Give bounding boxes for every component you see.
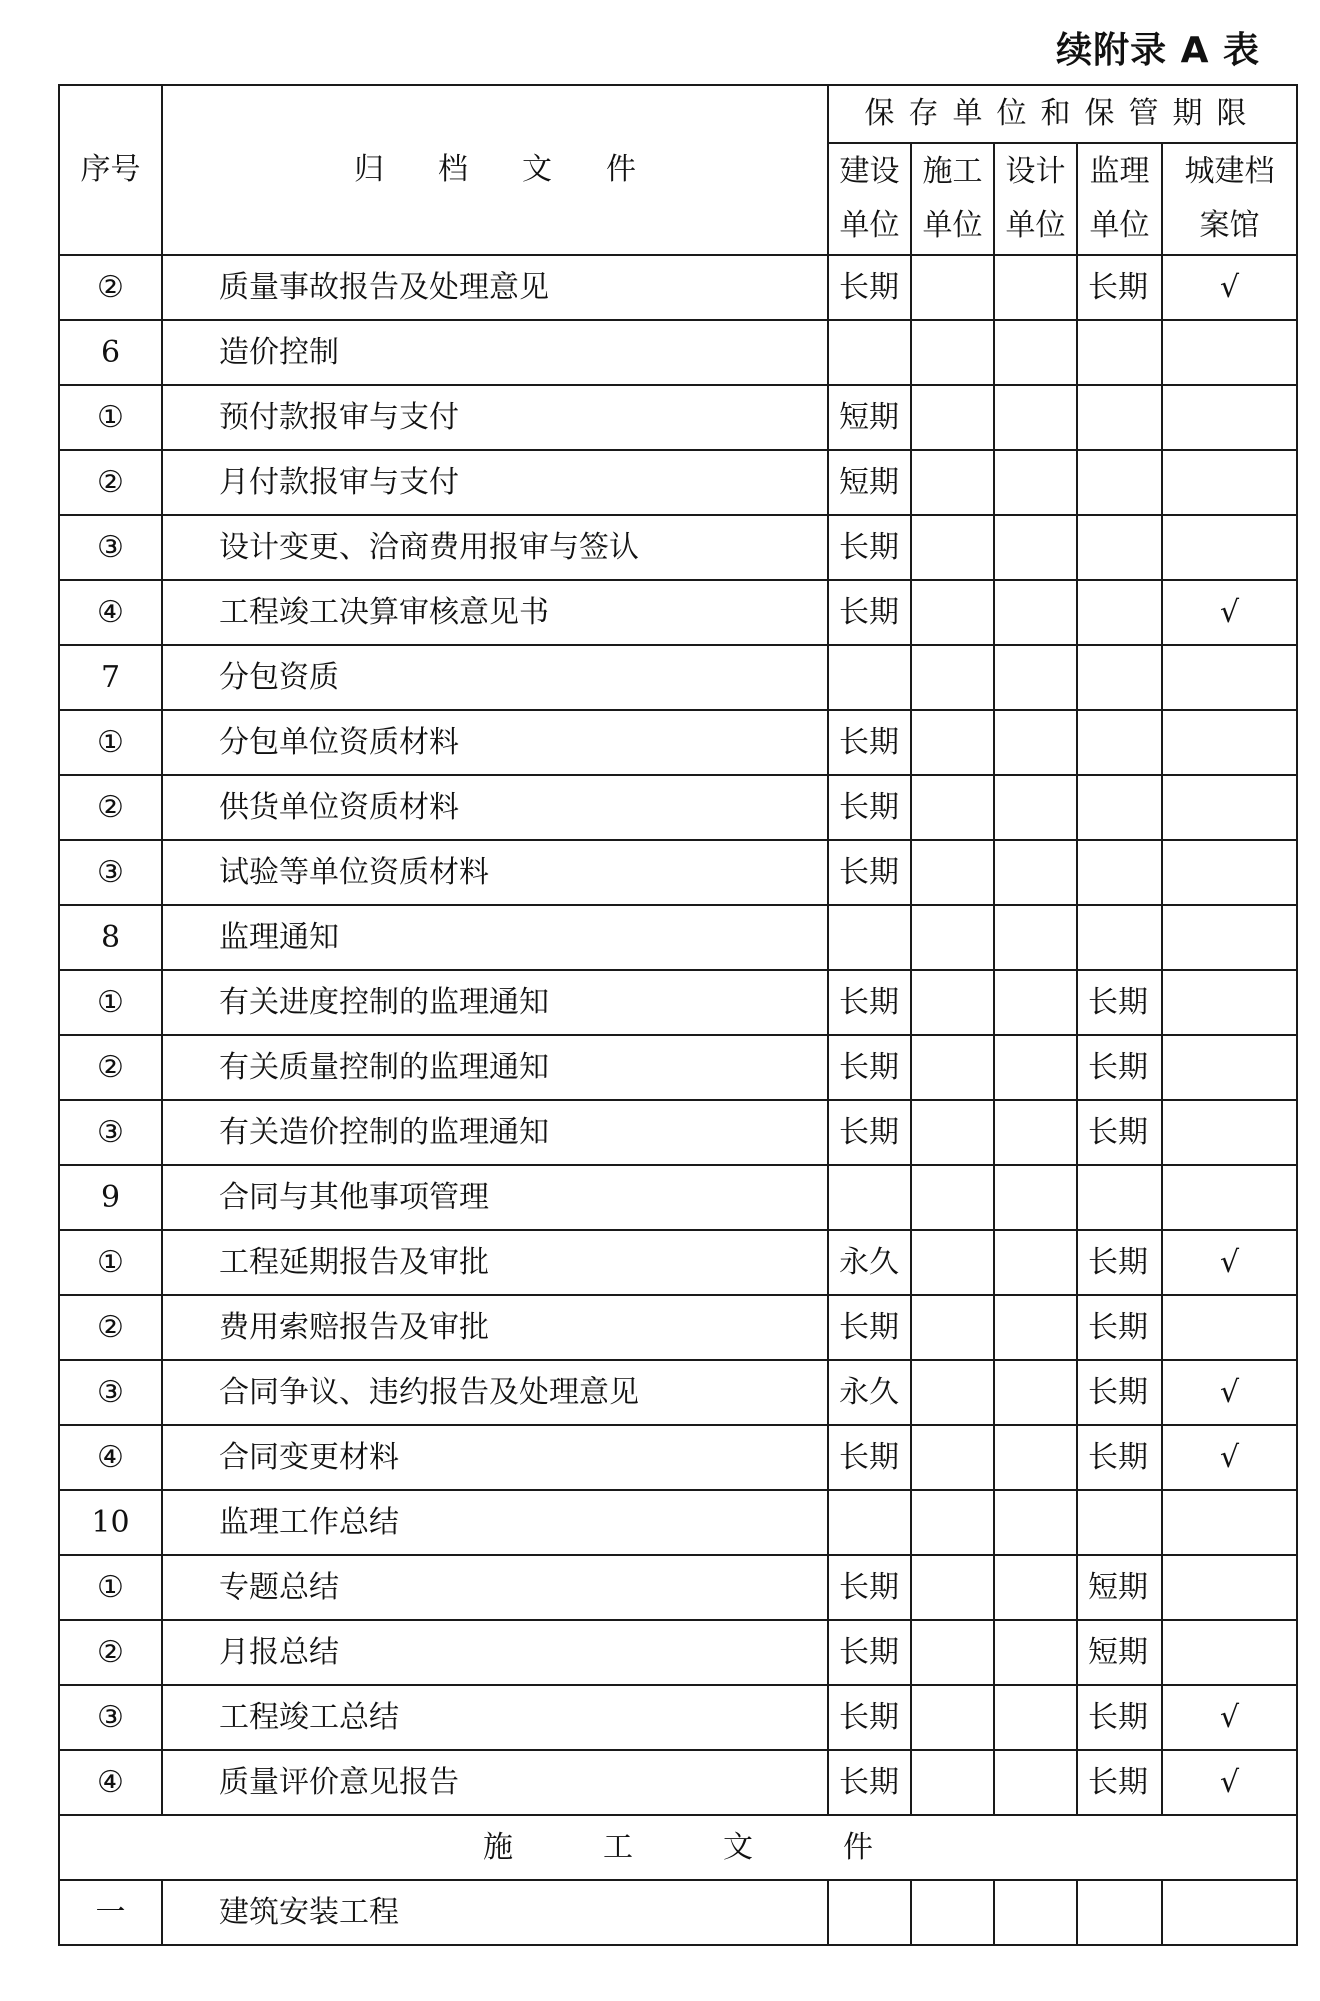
table-caption: 续附录 A 表 [1056, 30, 1260, 71]
table-row [59, 905, 1297, 970]
row-supervise-unit [1077, 450, 1162, 515]
row-city-archive [1162, 1165, 1297, 1230]
row-design-unit [994, 645, 1077, 710]
row-city-archive: √ [1162, 1750, 1297, 1815]
row-construct-unit [911, 1100, 994, 1165]
row-build-unit: 长期 [828, 515, 911, 580]
row-build-unit: 长期 [828, 970, 911, 1035]
row-design-unit [994, 1880, 1077, 1945]
row-construct-unit [911, 385, 994, 450]
row-construct-unit [911, 710, 994, 775]
row-build-unit: 长期 [828, 1295, 911, 1360]
row-supervise-unit: 长期 [1077, 1425, 1162, 1490]
table-row [59, 775, 1297, 840]
row-construct-unit [911, 1360, 994, 1425]
row-item: 合同争议、违约报告及处理意见 [162, 1360, 828, 1425]
row-item: 预付款报审与支付 [162, 385, 828, 450]
row-build-unit [828, 905, 911, 970]
row-city-archive [1162, 385, 1297, 450]
row-construct-unit [911, 775, 994, 840]
row-seq: 6 [59, 320, 162, 385]
row-supervise-unit [1077, 1880, 1162, 1945]
header-unit-design: 设计 单位 [994, 143, 1077, 255]
row-design-unit [994, 515, 1077, 580]
row-build-unit: 长期 [828, 1100, 911, 1165]
row-city-archive [1162, 450, 1297, 515]
row-city-archive: √ [1162, 1425, 1297, 1490]
row-build-unit: 永久 [828, 1360, 911, 1425]
table-row [59, 1165, 1297, 1230]
row-construct-unit [911, 1035, 994, 1100]
row-construct-unit [911, 840, 994, 905]
section-row [59, 1815, 1297, 1880]
row-design-unit [994, 1555, 1077, 1620]
table-row [59, 1425, 1297, 1490]
row-supervise-unit [1077, 840, 1162, 905]
row-construct-unit [911, 1555, 994, 1620]
row-item: 有关进度控制的监理通知 [162, 970, 828, 1035]
row-design-unit [994, 1620, 1077, 1685]
header-unit-construct: 施工 单位 [911, 143, 994, 255]
table-row [59, 1750, 1297, 1815]
table-row [59, 1880, 1297, 1945]
row-item: 分包单位资质材料 [162, 710, 828, 775]
row-seq: 7 [59, 645, 162, 710]
row-seq: ① [59, 385, 162, 450]
row-item: 专题总结 [162, 1555, 828, 1620]
row-item: 合同变更材料 [162, 1425, 828, 1490]
row-build-unit: 长期 [828, 580, 911, 645]
row-supervise-unit: 短期 [1077, 1555, 1162, 1620]
row-supervise-unit [1077, 710, 1162, 775]
row-city-archive: √ [1162, 1360, 1297, 1425]
row-city-archive [1162, 1880, 1297, 1945]
table-row [59, 1230, 1297, 1295]
row-supervise-unit: 长期 [1077, 1750, 1162, 1815]
row-design-unit [994, 1490, 1077, 1555]
row-seq: ① [59, 1230, 162, 1295]
header-doc: 归档文件 [162, 85, 828, 255]
header-row-top [59, 85, 1297, 143]
row-item: 监理工作总结 [162, 1490, 828, 1555]
table-row [59, 385, 1297, 450]
row-city-archive [1162, 1555, 1297, 1620]
row-build-unit: 永久 [828, 1230, 911, 1295]
row-seq: 9 [59, 1165, 162, 1230]
row-build-unit: 长期 [828, 1035, 911, 1100]
header-seq: 序号 [59, 85, 162, 255]
row-seq: ① [59, 970, 162, 1035]
row-city-archive [1162, 1620, 1297, 1685]
row-construct-unit [911, 1620, 994, 1685]
table-row [59, 1295, 1297, 1360]
row-construct-unit [911, 1880, 994, 1945]
row-seq: ④ [59, 1750, 162, 1815]
row-supervise-unit [1077, 385, 1162, 450]
row-design-unit [994, 970, 1077, 1035]
row-construct-unit [911, 970, 994, 1035]
table-row [59, 1360, 1297, 1425]
row-item: 试验等单位资质材料 [162, 840, 828, 905]
row-design-unit [994, 320, 1077, 385]
row-design-unit [994, 580, 1077, 645]
row-seq: ③ [59, 1685, 162, 1750]
row-item: 工程竣工总结 [162, 1685, 828, 1750]
header-unit-archive: 城建档 案馆 [1162, 143, 1297, 255]
table-row [59, 1100, 1297, 1165]
row-city-archive [1162, 645, 1297, 710]
row-supervise-unit [1077, 1490, 1162, 1555]
row-supervise-unit: 长期 [1077, 255, 1162, 320]
row-seq: ③ [59, 515, 162, 580]
table-row [59, 1685, 1297, 1750]
section-title: 施工文件 [59, 1815, 1297, 1880]
row-supervise-unit: 长期 [1077, 1035, 1162, 1100]
row-seq: ③ [59, 1360, 162, 1425]
row-item: 有关质量控制的监理通知 [162, 1035, 828, 1100]
row-design-unit [994, 1425, 1077, 1490]
row-supervise-unit [1077, 905, 1162, 970]
row-design-unit [994, 1750, 1077, 1815]
row-construct-unit [911, 1295, 994, 1360]
row-city-archive [1162, 1295, 1297, 1360]
row-item: 造价控制 [162, 320, 828, 385]
row-seq: ① [59, 1555, 162, 1620]
row-construct-unit [911, 1685, 994, 1750]
row-build-unit [828, 645, 911, 710]
row-build-unit: 长期 [828, 255, 911, 320]
row-design-unit [994, 905, 1077, 970]
row-city-archive [1162, 320, 1297, 385]
table-row [59, 1035, 1297, 1100]
row-seq: ① [59, 710, 162, 775]
header-unit-build: 建设 单位 [828, 143, 911, 255]
row-design-unit [994, 1230, 1077, 1295]
row-item: 工程竣工决算审核意见书 [162, 580, 828, 645]
row-supervise-unit [1077, 320, 1162, 385]
row-city-archive [1162, 710, 1297, 775]
table-row [59, 1620, 1297, 1685]
row-supervise-unit: 长期 [1077, 1685, 1162, 1750]
row-city-archive: √ [1162, 1230, 1297, 1295]
row-design-unit [994, 840, 1077, 905]
row-build-unit: 长期 [828, 1425, 911, 1490]
row-construct-unit [911, 1750, 994, 1815]
row-seq: ② [59, 1295, 162, 1360]
row-seq: ② [59, 255, 162, 320]
row-construct-unit [911, 450, 994, 515]
row-seq: 8 [59, 905, 162, 970]
row-build-unit [828, 1165, 911, 1230]
row-item: 有关造价控制的监理通知 [162, 1100, 828, 1165]
row-seq: 一 [59, 1880, 162, 1945]
row-supervise-unit [1077, 1165, 1162, 1230]
row-supervise-unit [1077, 515, 1162, 580]
row-city-archive [1162, 1100, 1297, 1165]
row-item: 监理通知 [162, 905, 828, 970]
row-supervise-unit: 长期 [1077, 970, 1162, 1035]
row-build-unit: 长期 [828, 1685, 911, 1750]
row-seq: ② [59, 1035, 162, 1100]
row-build-unit: 短期 [828, 385, 911, 450]
row-build-unit: 长期 [828, 1750, 911, 1815]
row-build-unit: 长期 [828, 840, 911, 905]
table-row [59, 1490, 1297, 1555]
row-construct-unit [911, 515, 994, 580]
row-seq: ④ [59, 580, 162, 645]
row-construct-unit [911, 645, 994, 710]
row-seq: 10 [59, 1490, 162, 1555]
row-construct-unit [911, 1425, 994, 1490]
row-build-unit: 长期 [828, 1620, 911, 1685]
row-item: 设计变更、洽商费用报审与签认 [162, 515, 828, 580]
row-build-unit [828, 1490, 911, 1555]
row-item: 供货单位资质材料 [162, 775, 828, 840]
row-build-unit: 长期 [828, 1555, 911, 1620]
table-body [59, 255, 1297, 1945]
row-construct-unit [911, 905, 994, 970]
row-construct-unit [911, 320, 994, 385]
row-design-unit [994, 1035, 1077, 1100]
row-city-archive: √ [1162, 255, 1297, 320]
row-supervise-unit [1077, 775, 1162, 840]
row-construct-unit [911, 1230, 994, 1295]
row-item: 分包资质 [162, 645, 828, 710]
row-build-unit: 长期 [828, 775, 911, 840]
header-unit-supervise: 监理 单位 [1077, 143, 1162, 255]
table-row [59, 710, 1297, 775]
row-item: 质量评价意见报告 [162, 1750, 828, 1815]
row-city-archive: √ [1162, 1685, 1297, 1750]
row-build-unit [828, 320, 911, 385]
table-row [59, 1555, 1297, 1620]
row-design-unit [994, 450, 1077, 515]
row-design-unit [994, 1165, 1077, 1230]
row-city-archive [1162, 1035, 1297, 1100]
row-seq: ② [59, 1620, 162, 1685]
row-design-unit [994, 1685, 1077, 1750]
table-row [59, 515, 1297, 580]
row-city-archive [1162, 1490, 1297, 1555]
row-build-unit: 长期 [828, 710, 911, 775]
row-city-archive [1162, 775, 1297, 840]
row-construct-unit [911, 1490, 994, 1555]
row-design-unit [994, 775, 1077, 840]
row-item: 合同与其他事项管理 [162, 1165, 828, 1230]
table-row [59, 255, 1297, 320]
header-group: 保存单位和保管期限 [828, 85, 1297, 143]
row-build-unit: 短期 [828, 450, 911, 515]
row-build-unit [828, 1880, 911, 1945]
row-city-archive [1162, 840, 1297, 905]
row-design-unit [994, 1295, 1077, 1360]
row-design-unit [994, 385, 1077, 450]
row-item: 月报总结 [162, 1620, 828, 1685]
row-supervise-unit: 短期 [1077, 1620, 1162, 1685]
table-row [59, 320, 1297, 385]
table-row [59, 580, 1297, 645]
row-construct-unit [911, 255, 994, 320]
row-supervise-unit: 长期 [1077, 1100, 1162, 1165]
row-design-unit [994, 1100, 1077, 1165]
row-item: 费用索赔报告及审批 [162, 1295, 828, 1360]
row-seq: ② [59, 775, 162, 840]
table-row [59, 970, 1297, 1035]
row-supervise-unit: 长期 [1077, 1295, 1162, 1360]
table-row [59, 840, 1297, 905]
row-item: 月付款报审与支付 [162, 450, 828, 515]
row-seq: ③ [59, 840, 162, 905]
table-row [59, 450, 1297, 515]
row-supervise-unit: 长期 [1077, 1360, 1162, 1425]
row-item: 质量事故报告及处理意见 [162, 255, 828, 320]
row-seq: ② [59, 450, 162, 515]
row-supervise-unit [1077, 580, 1162, 645]
table-row [59, 645, 1297, 710]
row-design-unit [994, 710, 1077, 775]
row-supervise-unit [1077, 645, 1162, 710]
row-item: 建筑安装工程 [162, 1880, 828, 1945]
row-city-archive [1162, 970, 1297, 1035]
row-city-archive [1162, 515, 1297, 580]
row-design-unit [994, 1360, 1077, 1425]
row-item: 工程延期报告及审批 [162, 1230, 828, 1295]
archive-retention-table [58, 84, 1298, 1946]
row-construct-unit [911, 580, 994, 645]
row-supervise-unit: 长期 [1077, 1230, 1162, 1295]
row-seq: ③ [59, 1100, 162, 1165]
row-design-unit [994, 255, 1077, 320]
row-seq: ④ [59, 1425, 162, 1490]
row-construct-unit [911, 1165, 994, 1230]
row-city-archive [1162, 905, 1297, 970]
row-city-archive: √ [1162, 580, 1297, 645]
